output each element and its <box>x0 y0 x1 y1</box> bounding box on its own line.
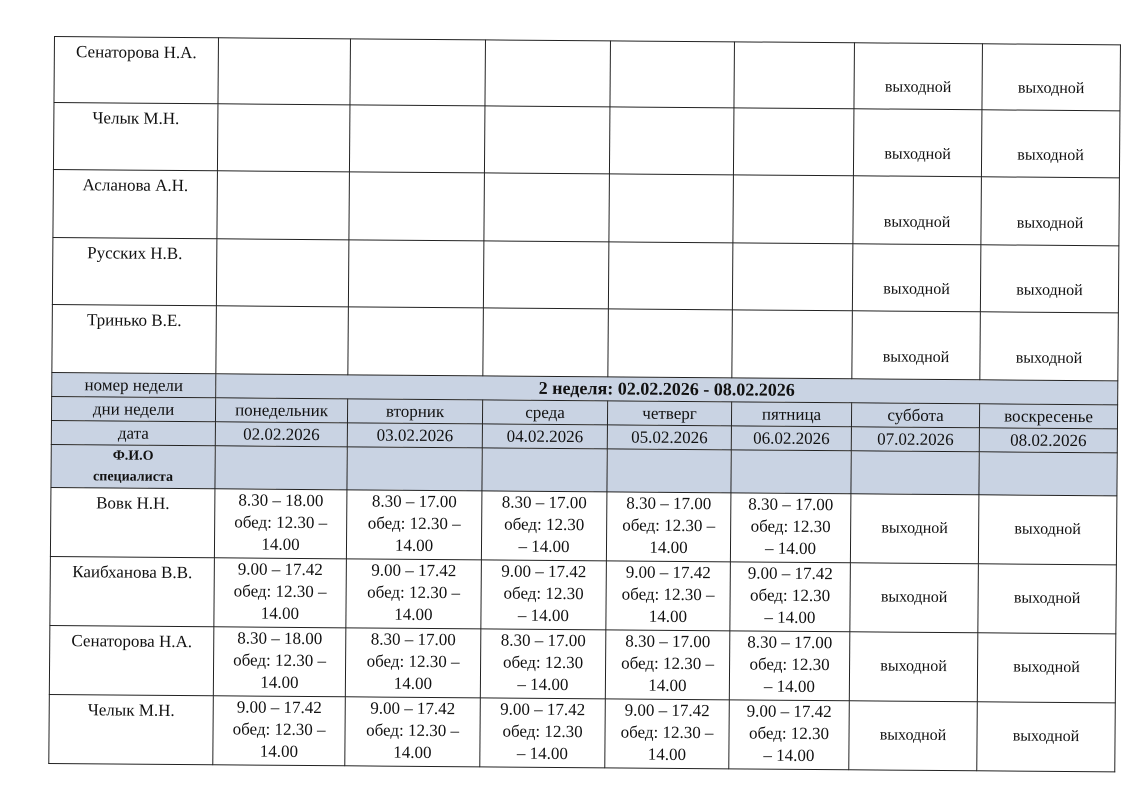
shift-line: обед: 12.30 – <box>622 515 716 536</box>
shift-line: обед: 12.30 <box>503 583 584 604</box>
days-label: дни недели <box>51 396 215 421</box>
saturday-cell: выходной <box>854 43 983 110</box>
top-row-3 <box>53 169 1120 245</box>
shift-line: 9.00 – 17.42 <box>500 699 586 720</box>
shift-line: обед: 12.30 <box>502 721 583 742</box>
day-header: пятница <box>731 402 851 427</box>
shift-line: 14.00 <box>260 672 299 692</box>
sunday-cell: выходной <box>981 177 1120 246</box>
shift-line: 14.00 <box>261 534 300 554</box>
shift-cell <box>346 490 482 560</box>
week-value: 2 неделя: 02.02.2026 - 08.02.2026 <box>216 374 1118 405</box>
shift-line: 8.30 – 17.00 <box>371 491 457 512</box>
employee-name: Вовк Н.Н. <box>50 487 215 557</box>
saturday-cell: выходной <box>853 176 982 245</box>
shift-line: – 14.00 <box>517 674 569 695</box>
shift-line: 9.00 – 17.42 <box>746 701 832 722</box>
schedule-document <box>48 36 1120 772</box>
shift-line: 9.00 – 17.42 <box>624 700 710 721</box>
sunday-cell: выходной <box>978 564 1117 634</box>
shift-line: обед: 12.30 – <box>367 513 461 534</box>
employee-name: Сенаторова Н.А. <box>54 37 219 104</box>
shift-line: обед: 12.30 – <box>621 584 715 605</box>
shift-line: 14.00 <box>260 603 300 623</box>
schedule-body <box>49 487 1117 771</box>
shift-line: – 14.00 <box>764 607 816 627</box>
shift-line: 14.00 <box>649 537 688 557</box>
shift-cell <box>481 560 607 630</box>
date-header: 08.02.2026 <box>979 428 1117 453</box>
shift-line: – 14.00 <box>517 605 570 626</box>
shift-line: 8.30 – 17.00 <box>370 629 456 650</box>
shift-line: 9.00 – 17.42 <box>236 697 322 718</box>
shift-line: 9.00 – 17.42 <box>370 698 456 719</box>
employee-name: Тринько В.Е. <box>52 304 217 373</box>
shift-cell <box>480 629 606 699</box>
shift-line: – 14.00 <box>763 676 815 696</box>
shift-line: – 14.00 <box>516 743 568 764</box>
shift-line: 8.30 – 17.00 <box>501 492 587 513</box>
shift-line: обед: 12.30 <box>750 516 831 537</box>
sunday-cell: выходной <box>981 110 1120 178</box>
sunday-cell: выходной <box>978 495 1117 565</box>
shift-line: 8.30 – 18.00 <box>238 490 324 511</box>
sunday-cell: выходной <box>977 702 1116 772</box>
shift-line: 9.00 – 17.42 <box>371 560 457 581</box>
saturday-cell: выходной <box>852 311 981 380</box>
shift-line: обед: 12.30 – <box>366 651 460 672</box>
date-header: 07.02.2026 <box>851 427 979 452</box>
employee-name: Русских Н.В. <box>52 237 217 305</box>
date-header: 06.02.2026 <box>731 426 851 451</box>
shift-line: – 14.00 <box>764 538 817 559</box>
saturday-cell: выходной <box>852 244 981 312</box>
date-header: 02.02.2026 <box>215 422 347 447</box>
shift-cell <box>730 562 851 632</box>
shift-line: 14.00 <box>648 606 688 626</box>
employee-name: Челык М.Н. <box>53 103 218 171</box>
day-header: вторник <box>347 399 482 424</box>
shift-line: 14.00 <box>394 604 433 624</box>
shift-line: обед: 12.30 <box>504 514 585 535</box>
fio-line2: специалиста <box>93 469 174 485</box>
date-header: 04.02.2026 <box>482 424 607 449</box>
sunday-cell: выходной <box>980 312 1119 381</box>
saturday-cell: выходной <box>853 109 982 177</box>
shift-line: – 14.00 <box>763 745 815 765</box>
shift-cell <box>606 492 731 562</box>
shift-cell <box>730 493 851 563</box>
schedule-row <box>50 487 1117 564</box>
shift-line: 9.00 – 17.42 <box>625 562 711 583</box>
employee-name: Каибханова В.В. <box>50 556 215 626</box>
shift-line: 8.30 – 17.00 <box>500 630 586 651</box>
employee-name: Асланова А.Н. <box>53 169 218 238</box>
shift-line: обед: 12.30 – <box>233 581 327 602</box>
employee-name: Сенаторова Н.А. <box>49 625 214 695</box>
shift-cell <box>213 696 346 766</box>
shift-line: обед: 12.30 – <box>232 719 326 740</box>
day-header: среда <box>482 400 607 425</box>
top-row-1 <box>54 37 1120 111</box>
shift-cell <box>345 628 481 698</box>
date-label: дата <box>51 420 215 445</box>
shift-line: 8.30 – 17.00 <box>625 631 711 652</box>
shift-cell <box>345 697 481 767</box>
shift-line: 9.00 – 17.42 <box>747 563 833 584</box>
date-header: 05.02.2026 <box>607 425 731 450</box>
shift-line: обед: 12.30 <box>749 585 831 606</box>
shift-cell <box>214 558 347 628</box>
shift-cell <box>214 489 347 559</box>
shift-cell <box>480 698 606 768</box>
sunday-cell: выходной <box>980 245 1119 313</box>
day-header: понедельник <box>215 398 347 423</box>
saturday-cell: выходной <box>850 494 979 564</box>
shift-line: 14.00 <box>647 744 687 764</box>
week-label: номер недели <box>52 372 216 397</box>
fio-line1: Ф.И.О <box>112 448 154 464</box>
shift-line: обед: 12.30 – <box>233 650 327 671</box>
top-row-5 <box>52 304 1119 380</box>
day-header: суббота <box>851 403 979 428</box>
schedule-row <box>50 556 1117 633</box>
shift-line: 8.30 – 17.00 <box>748 494 834 515</box>
fio-header <box>51 444 215 488</box>
schedule-row <box>49 694 1116 771</box>
schedule-row <box>49 625 1116 702</box>
top-row-4 <box>52 237 1118 312</box>
shift-line: обед: 12.30 – <box>366 720 460 741</box>
shift-line: обед: 12.30 – <box>621 653 715 674</box>
saturday-cell: выходной <box>850 563 979 633</box>
shift-line: 14.00 <box>393 673 433 693</box>
shift-cell <box>346 559 482 629</box>
shift-line: 8.30 – 17.00 <box>626 493 712 514</box>
shift-line: 9.00 – 17.42 <box>237 559 323 580</box>
top-row-2 <box>53 103 1119 178</box>
shift-line: обед: 12.30 – <box>620 722 714 743</box>
shift-line: 8.30 – 17.00 <box>747 632 833 653</box>
shift-cell <box>729 631 850 701</box>
shift-line: обед: 12.30 – <box>234 512 328 533</box>
shift-line: – 14.00 <box>518 536 570 557</box>
shift-cell <box>481 491 607 561</box>
shift-cell <box>605 630 730 700</box>
shift-line: 14.00 <box>394 535 434 555</box>
employee-name: Челык М.Н. <box>49 694 214 764</box>
schedule-table <box>48 36 1121 772</box>
shift-line: обед: 12.30 <box>749 654 830 675</box>
shift-line: 8.30 – 18.00 <box>237 628 323 649</box>
day-header: четверг <box>607 401 731 426</box>
date-header: 03.02.2026 <box>347 423 482 448</box>
day-header: воскресенье <box>979 404 1117 429</box>
saturday-cell: выходной <box>849 632 978 702</box>
shift-line: обед: 12.30 <box>502 652 584 673</box>
shift-line: обед: 12.30 <box>748 723 830 744</box>
shift-line: 9.00 – 17.42 <box>501 561 587 582</box>
shift-cell <box>729 700 850 770</box>
saturday-cell: выходной <box>849 701 978 771</box>
sunday-cell: выходной <box>977 633 1116 703</box>
shift-cell <box>606 561 731 631</box>
shift-line: 14.00 <box>259 741 299 761</box>
shift-line: 14.00 <box>648 675 687 695</box>
shift-line: 14.00 <box>393 742 432 762</box>
sunday-cell: выходной <box>982 44 1121 111</box>
shift-cell <box>605 699 730 769</box>
shift-cell <box>213 627 346 697</box>
shift-line: обед: 12.30 – <box>367 582 461 603</box>
